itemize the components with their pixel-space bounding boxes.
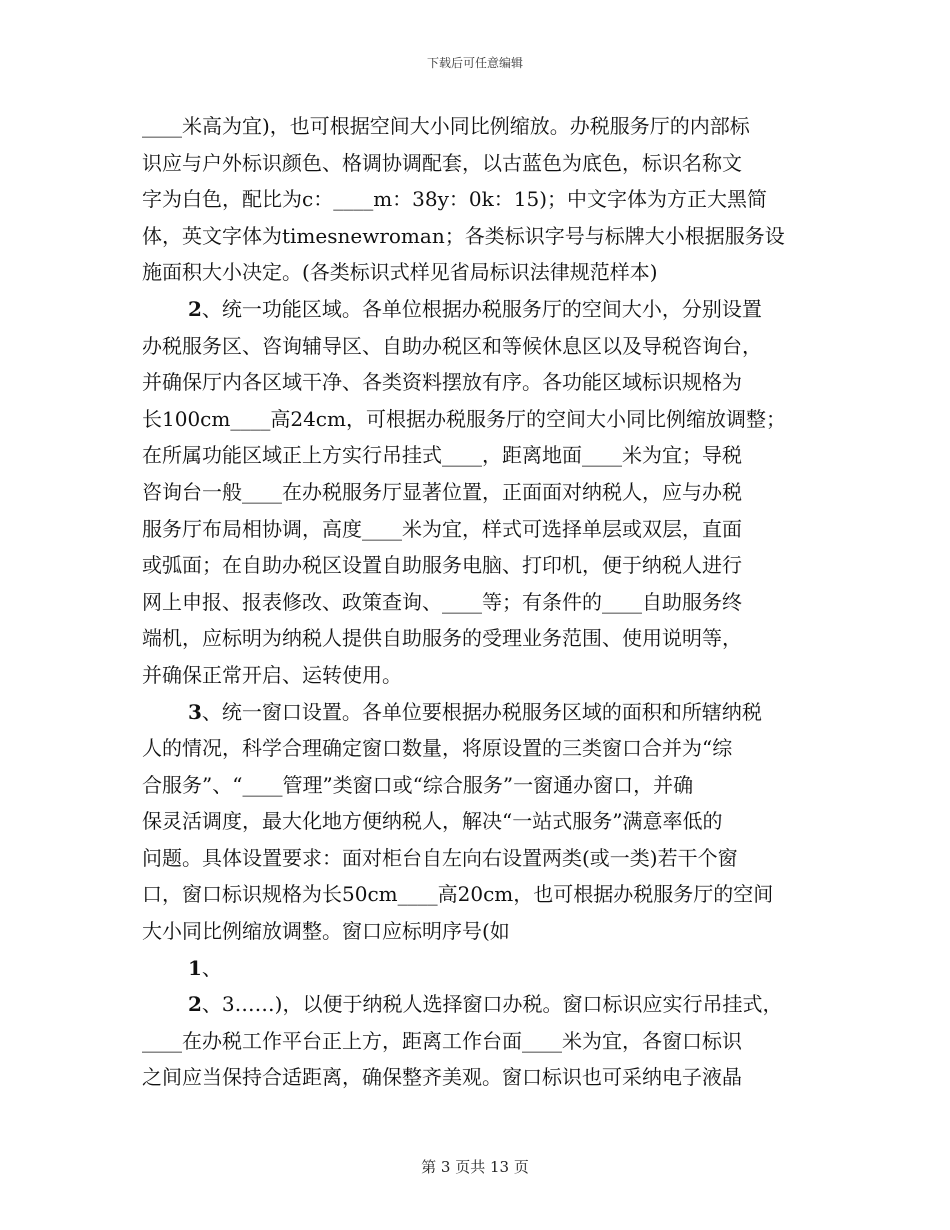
line-text: 端机，应标明为纳税人提供自助服务的受理业务范围、使用说明等， — [142, 626, 742, 651]
page-header: 下载后可任意编辑 — [426, 56, 523, 70]
text-line — [142, 913, 820, 950]
line-text: 体，英文字体为timesnewroman；各类标识字号与标牌大小根据服务设 — [142, 223, 785, 248]
item-number: 3 — [188, 699, 202, 724]
text-line — [142, 767, 820, 804]
text-line — [142, 474, 820, 511]
text-line — [142, 950, 820, 987]
line-text: 保灵活调度，最大化地方便纳税人，解决“一站式服务”满意率低的 — [142, 809, 723, 834]
line-text: 网上申报、报表修改、政策查询、____等；有条件的____自助服务终 — [142, 589, 742, 614]
text-line — [142, 108, 820, 145]
text-line — [142, 218, 820, 255]
text-line — [142, 840, 820, 877]
text-line — [142, 657, 820, 694]
line-text: 口，窗口标识规格为长50cm____高20cm，也可根据办税服务厅的空间 — [142, 882, 774, 907]
line-text: 、 — [201, 955, 222, 980]
line-text: 并确保厅内各区域干净、各类资料摆放有序。各功能区域标识规格为 — [142, 370, 742, 395]
text-line — [142, 730, 820, 767]
text-line — [142, 803, 820, 840]
line-text: 大小同比例缩放调整。窗口应标明序号(如 — [142, 919, 510, 944]
page-footer: 第 3 页共 13 页 — [421, 1158, 529, 1176]
line-text: 、统一窗口设置。各单位要根据办税服务区域的面积和所辖纳税 — [201, 699, 762, 724]
line-text: 施面积大小决定。(各类标识式样见省局标识法律规范样本) — [142, 260, 658, 285]
line-text: 识应与户外标识颜色、格调协调配套，以古蓝色为底色，标识名称文 — [142, 150, 742, 175]
line-text: 、统一功能区域。各单位根据办税服务厅的空间大小，分别设置 — [201, 296, 762, 321]
text-line — [142, 547, 820, 584]
text-line — [142, 1023, 820, 1060]
text-line — [142, 291, 820, 328]
line-text: 长100cm____高24cm，可根据办税服务厅的空间大小同比例缩放调整； — [142, 406, 786, 431]
text-line — [142, 145, 820, 182]
line-text: 服务厅布局相协调，高度____米为宜，样式可选择单层或双层，直面 — [142, 516, 742, 541]
line-text: 咨询台一般____在办税服务厅显著位置，正面面对纳税人，应与办税 — [142, 479, 742, 504]
text-line — [142, 694, 820, 731]
item-number: 2 — [188, 296, 202, 321]
document-body — [142, 108, 820, 1096]
line-text: 或弧面；在自助办税区设置自助服务电脑、打印机，便于纳税人进行 — [142, 553, 742, 578]
text-line — [142, 328, 820, 365]
line-text: 字为白色，配比为c：____m：38y：0k：15)；中文字体为方正大黑简 — [142, 187, 768, 212]
line-text: 在所属功能区域正上方实行吊挂式____，距离地面____米为宜；导税 — [142, 443, 742, 468]
item-number: 2 — [188, 992, 202, 1017]
text-line — [142, 876, 820, 913]
line-text: 之间应当保持合适距离，确保整齐美观。窗口标识也可采纳电子液晶 — [142, 1065, 742, 1090]
text-line — [142, 401, 820, 438]
line-text: ____米高为宜)，也可根据空间大小同比例缩放。办税服务厅的内部标 — [142, 114, 750, 138]
line-text: 问题。具体设置要求：面对柜台自左向右设置两类(或一类)若干个窗 — [142, 845, 738, 870]
text-line — [142, 584, 820, 621]
line-text: 办税服务区、咨询辅导区、自助办税区和等候休息区以及导税咨询台， — [142, 333, 762, 358]
text-line — [142, 986, 820, 1023]
text-line — [142, 254, 820, 291]
line-text: ____在办税工作平台正上方，距离工作台面____米为宜，各窗口标识 — [142, 1028, 742, 1053]
text-line — [142, 620, 820, 657]
line-text: 、3……)，以便于纳税人选择窗口办税。窗口标识应实行吊挂式， — [201, 992, 783, 1017]
text-line — [142, 437, 820, 474]
line-text: 并确保正常开启、运转使用。 — [142, 662, 402, 687]
item-number: 1 — [188, 955, 202, 980]
text-line — [142, 1059, 820, 1096]
line-text: 合服务”、“____管理”类窗口或“综合服务”一窗通办窗口，并确 — [142, 772, 694, 797]
text-line — [142, 181, 820, 218]
text-line — [142, 511, 820, 548]
line-text: 人的情况，科学合理确定窗口数量，将原设置的三类窗口合并为“综 — [142, 736, 733, 761]
text-line — [142, 364, 820, 401]
